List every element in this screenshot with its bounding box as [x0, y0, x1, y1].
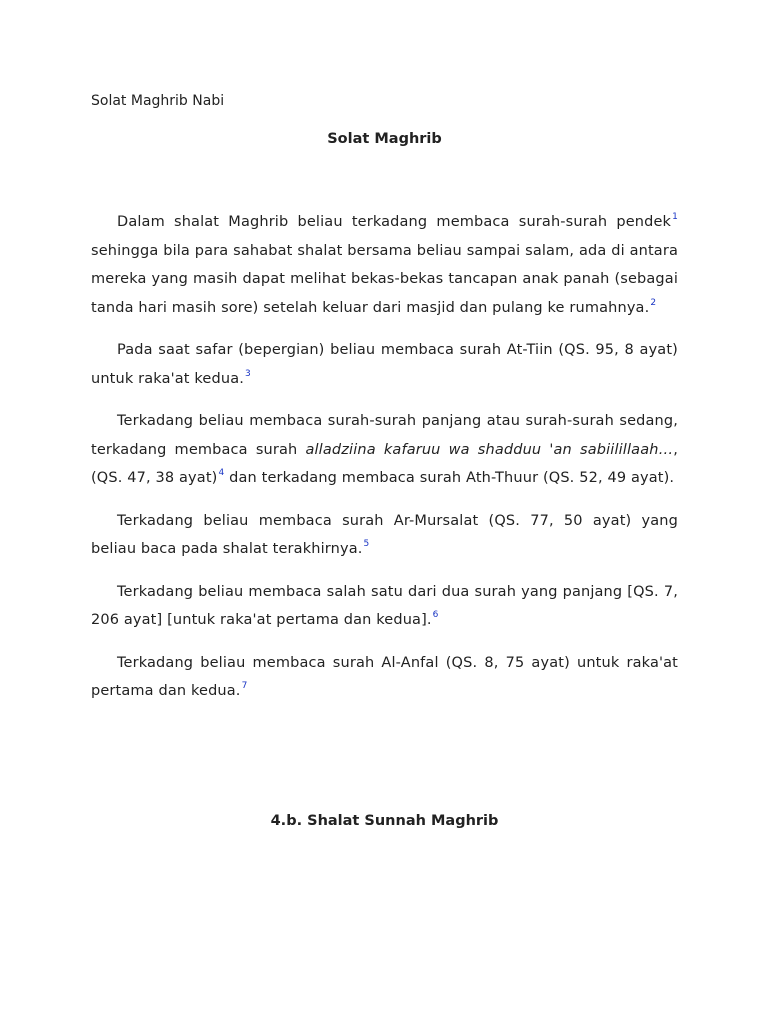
- paragraph-4: [91, 507, 678, 564]
- document-body: [91, 208, 678, 720]
- paragraph-text: dan terkadang membaca surah Ath-Thuur (QS. 52, 49 ayat).: [224, 470, 675, 486]
- paragraph-text: Dalam shalat Maghrib beliau terkadang membaca surah-surah pendek: [117, 214, 672, 230]
- paragraph-1: [91, 208, 678, 322]
- document-title: Solat Maghrib: [327, 131, 442, 147]
- paragraph-text: Terkadang beliau membaca salah satu dari dua surah yang panjang [QS. 7, 206 ayat] [untuk raka'at pertama dan kedua].: [91, 583, 678, 628]
- paragraph-text: sehingga bila para sahabat shalat bersama beliau sampai salam, ada di antara mereka yang masih dapat melihat bekas-bekas tancapan anak panah (sebagai tanda hari masih sore) setelah keluar dari masjid dan pulang ke rumahnya.: [91, 242, 678, 316]
- footnote-ref-3[interactable]: 3: [245, 368, 251, 379]
- paragraph-text: , (QS. 47, 38 ayat): [91, 441, 678, 486]
- paragraph-2: [91, 336, 678, 393]
- paragraph-3: [91, 407, 678, 493]
- section-heading: 4.b. Shalat Sunnah Maghrib: [270, 813, 499, 829]
- paragraph-text: Terkadang beliau membaca surah-surah panjang atau surah-surah sedang, terkadang membaca surah: [91, 413, 678, 458]
- paragraph-text: Terkadang beliau membaca surah Ar-Mursalat (QS. 77, 50 ayat) yang beliau baca pada shalat terakhirnya.: [91, 512, 678, 557]
- paragraph-text: Terkadang beliau membaca surah Al-Anfal (QS. 8, 75 ayat) untuk raka'at pertama dan kedua.: [91, 654, 678, 699]
- footnote-ref-1[interactable]: 1: [672, 212, 678, 222]
- paragraph-6: [91, 649, 678, 706]
- document-header: Solat Maghrib Nabi: [91, 93, 225, 109]
- paragraph-5: [91, 578, 678, 635]
- footnote-ref-5[interactable]: 5: [363, 539, 370, 549]
- paragraph-text: Pada saat safar (bepergian) beliau membaca surah At-Tiin (QS. 95, 8 ayat) untuk raka'at kedua.: [91, 342, 678, 387]
- footnote-ref-7[interactable]: 7: [241, 681, 248, 691]
- italic-surah-text: alladziina kafaruu wa shadduu 'an sabiilillaah…: [305, 441, 674, 458]
- footnote-ref-2[interactable]: 2: [650, 297, 657, 308]
- footnote-ref-6[interactable]: 6: [432, 610, 439, 620]
- footnote-ref-4[interactable]: 4: [218, 468, 225, 478]
